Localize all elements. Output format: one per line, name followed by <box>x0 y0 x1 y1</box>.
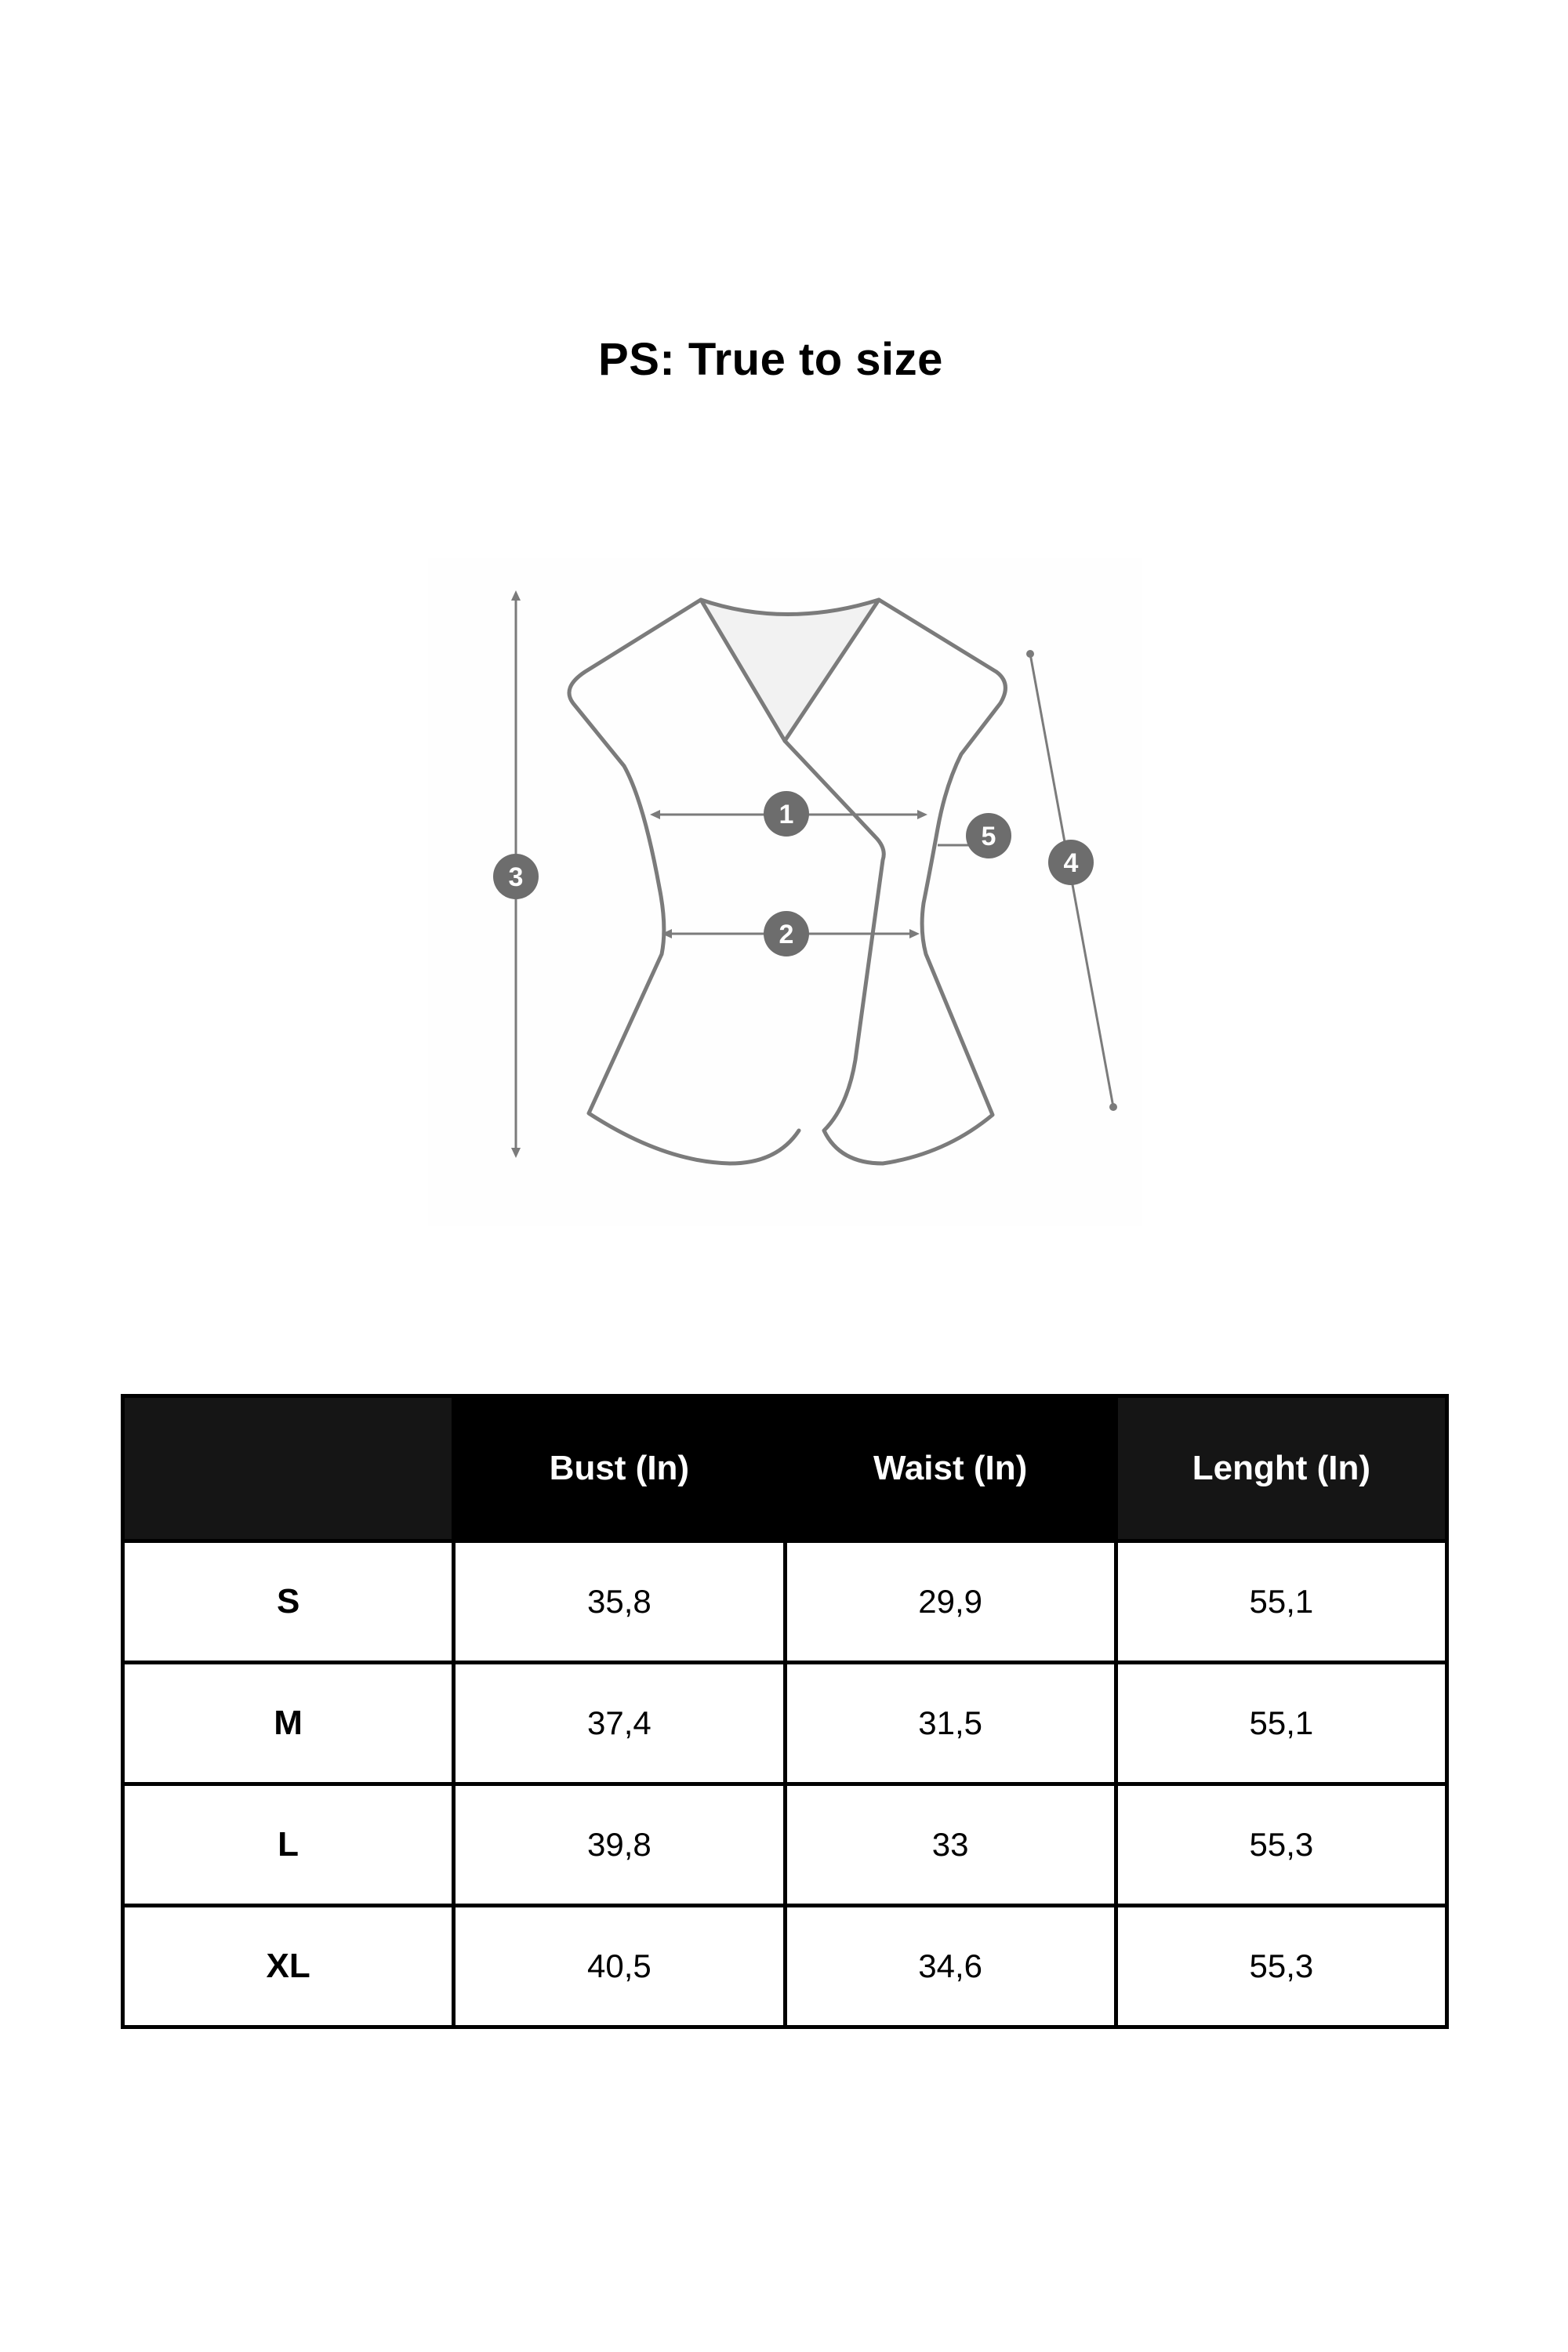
marker-1-label: 1 <box>779 800 794 829</box>
size-table-body <box>123 1541 1447 2027</box>
bust-value: 40,5 <box>454 1906 785 2027</box>
marker-4-label: 4 <box>1063 848 1079 878</box>
waist-value: 29,9 <box>785 1541 1116 1663</box>
garment-measurement-diagram <box>428 558 1142 1226</box>
length-value: 55,1 <box>1116 1541 1446 1663</box>
size-label: XL <box>123 1906 454 2027</box>
header-row <box>123 1396 1447 1541</box>
table-row <box>123 1906 1447 2027</box>
vest-diagram-svg <box>428 558 1142 1226</box>
side-length-end-top <box>1026 650 1034 658</box>
size-chart-table <box>121 1394 1449 2029</box>
table-row <box>123 1784 1447 1906</box>
bust-value: 39,8 <box>454 1784 785 1906</box>
table-row <box>123 1541 1447 1663</box>
side-length-end-bottom <box>1109 1103 1117 1111</box>
waist-value: 34,6 <box>785 1906 1116 2027</box>
size-table-header <box>123 1396 1447 1541</box>
header-waist: Waist (In) <box>785 1396 1116 1541</box>
marker-5-badge <box>966 813 1011 858</box>
marker-4-badge <box>1048 840 1094 885</box>
marker-5-label: 5 <box>981 822 996 851</box>
length-value: 55,3 <box>1116 1906 1446 2027</box>
page-title: PS: True to size <box>598 334 943 385</box>
marker-2-label: 2 <box>779 920 794 949</box>
marker-1-badge <box>764 791 809 837</box>
bust-value: 37,4 <box>454 1663 785 1784</box>
length-value: 55,1 <box>1116 1663 1446 1784</box>
marker-2-badge <box>764 911 809 956</box>
size-label: M <box>123 1663 454 1784</box>
length-value: 55,3 <box>1116 1784 1446 1906</box>
bust-value: 35,8 <box>454 1541 785 1663</box>
marker-3-badge <box>493 854 539 899</box>
waist-value: 31,5 <box>785 1663 1116 1784</box>
table-row <box>123 1663 1447 1784</box>
marker-3-label: 3 <box>508 862 524 892</box>
size-label: L <box>123 1784 454 1906</box>
header-length: Lenght (In) <box>1116 1396 1446 1541</box>
header-size <box>123 1396 454 1541</box>
waist-value: 33 <box>785 1784 1116 1906</box>
header-bust: Bust (In) <box>454 1396 785 1541</box>
size-label: S <box>123 1541 454 1663</box>
